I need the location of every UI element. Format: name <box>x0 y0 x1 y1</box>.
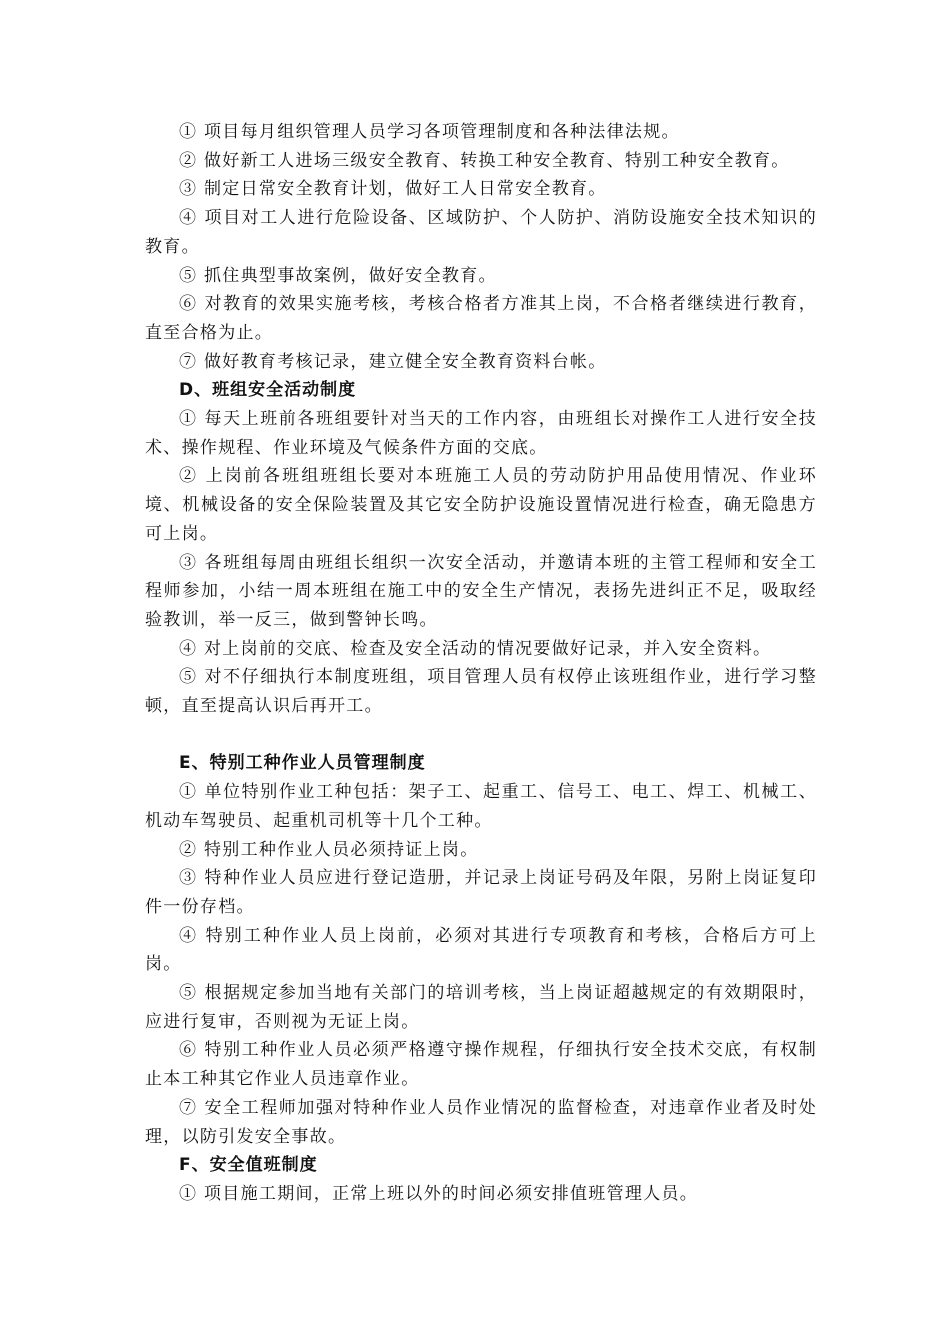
list-item: ③ 特种作业人员应进行登记造册，并记录上岗证号码及年限，另附上岗证复印件一份存档。 <box>145 868 817 917</box>
section-heading-d: D、班组安全活动制度 <box>179 380 357 401</box>
list-item: ④ 对上岗前的交底、检查及安全活动的情况要做好记录，并入安全资料。 <box>179 638 772 659</box>
document-body <box>145 118 817 1209</box>
list-item: ① 项目每月组织管理人员学习各项管理制度和各种法律法规。 <box>179 122 680 142</box>
section-spacer <box>145 721 817 750</box>
list-item: ⑤ 根据规定参加当地有关部门的培训考核，当上岗证超越规定的有效期限时，应进行复审，否则视为无证上岗。 <box>145 983 817 1032</box>
list-item: ① 单位特别作业工种包括：架子工、起重工、信号工、电工、焊工、机械工、机动车驾驶员、起重机司机等十几个工种。 <box>145 782 817 831</box>
list-item: ③ 各班组每周由班组长组织一次安全活动，并邀请本班的主管工程师和安全工程师参加，小结一周本班组在施工中的安全生产情况，表扬先进纠正不足，吸取经验教训，举一反三，做到警钟长鸣。 <box>145 552 817 630</box>
list-item: ⑦ 安全工程师加强对特种作业人员作业情况的监督检查，对违章作业者及时处理，以防引发安全事故。 <box>145 1097 817 1147</box>
list-item: ⑤ 对不仔细执行本制度班组，项目管理人员有权停止该班组作业，进行学习整顿，直至提高认识后再开工。 <box>145 667 817 717</box>
list-item: ② 做好新工人进场三级安全教育、转换工种安全教育、特别工种安全教育。 <box>179 150 790 171</box>
list-item: ⑥ 对教育的效果实施考核，考核合格者方准其上岗，不合格者继续进行教育，直至合格为止。 <box>145 294 817 343</box>
list-item: ④ 特别工种作业人员上岗前，必须对其进行专项教育和考核，合格后方可上岗。 <box>145 925 817 975</box>
list-item: ⑦ 做好教育考核记录，建立健全安全教育资料台帐。 <box>179 351 607 372</box>
list-item: ① 项目施工期间，正常上班以外的时间必须安排值班管理人员。 <box>179 1184 699 1204</box>
list-item: ④ 项目对工人进行危险设备、区域防护、个人防护、消防设施安全技术知识的教育。 <box>145 208 817 257</box>
list-item: ① 每天上班前各班组要针对当天的工作内容，由班组长对操作工人进行安全技术、操作规程、作业环境及气候条件方面的交底。 <box>145 409 817 458</box>
list-item: ③ 制定日常安全教育计划，做好工人日常安全教育。 <box>179 179 607 200</box>
list-item: ⑥ 特别工种作业人员必须严格遵守操作规程，仔细执行安全技术交底，有权制止本工种其它作业人员违章作业。 <box>145 1040 817 1090</box>
section-heading-f: F、安全值班制度 <box>179 1155 318 1176</box>
list-item: ⑤ 抓住典型事故案例，做好安全教育。 <box>179 265 497 286</box>
list-item: ② 特别工种作业人员必须持证上岗。 <box>179 839 479 860</box>
section-heading-e: E、特别工种作业人员管理制度 <box>179 753 426 774</box>
list-item: ② 上岗前各班组班组长要对本班施工人员的劳动防护用品使用情况、作业环境、机械设备的安全保险装置及其它安全防护设施设置情况进行检查，确无隐患方可上岗。 <box>145 466 817 544</box>
